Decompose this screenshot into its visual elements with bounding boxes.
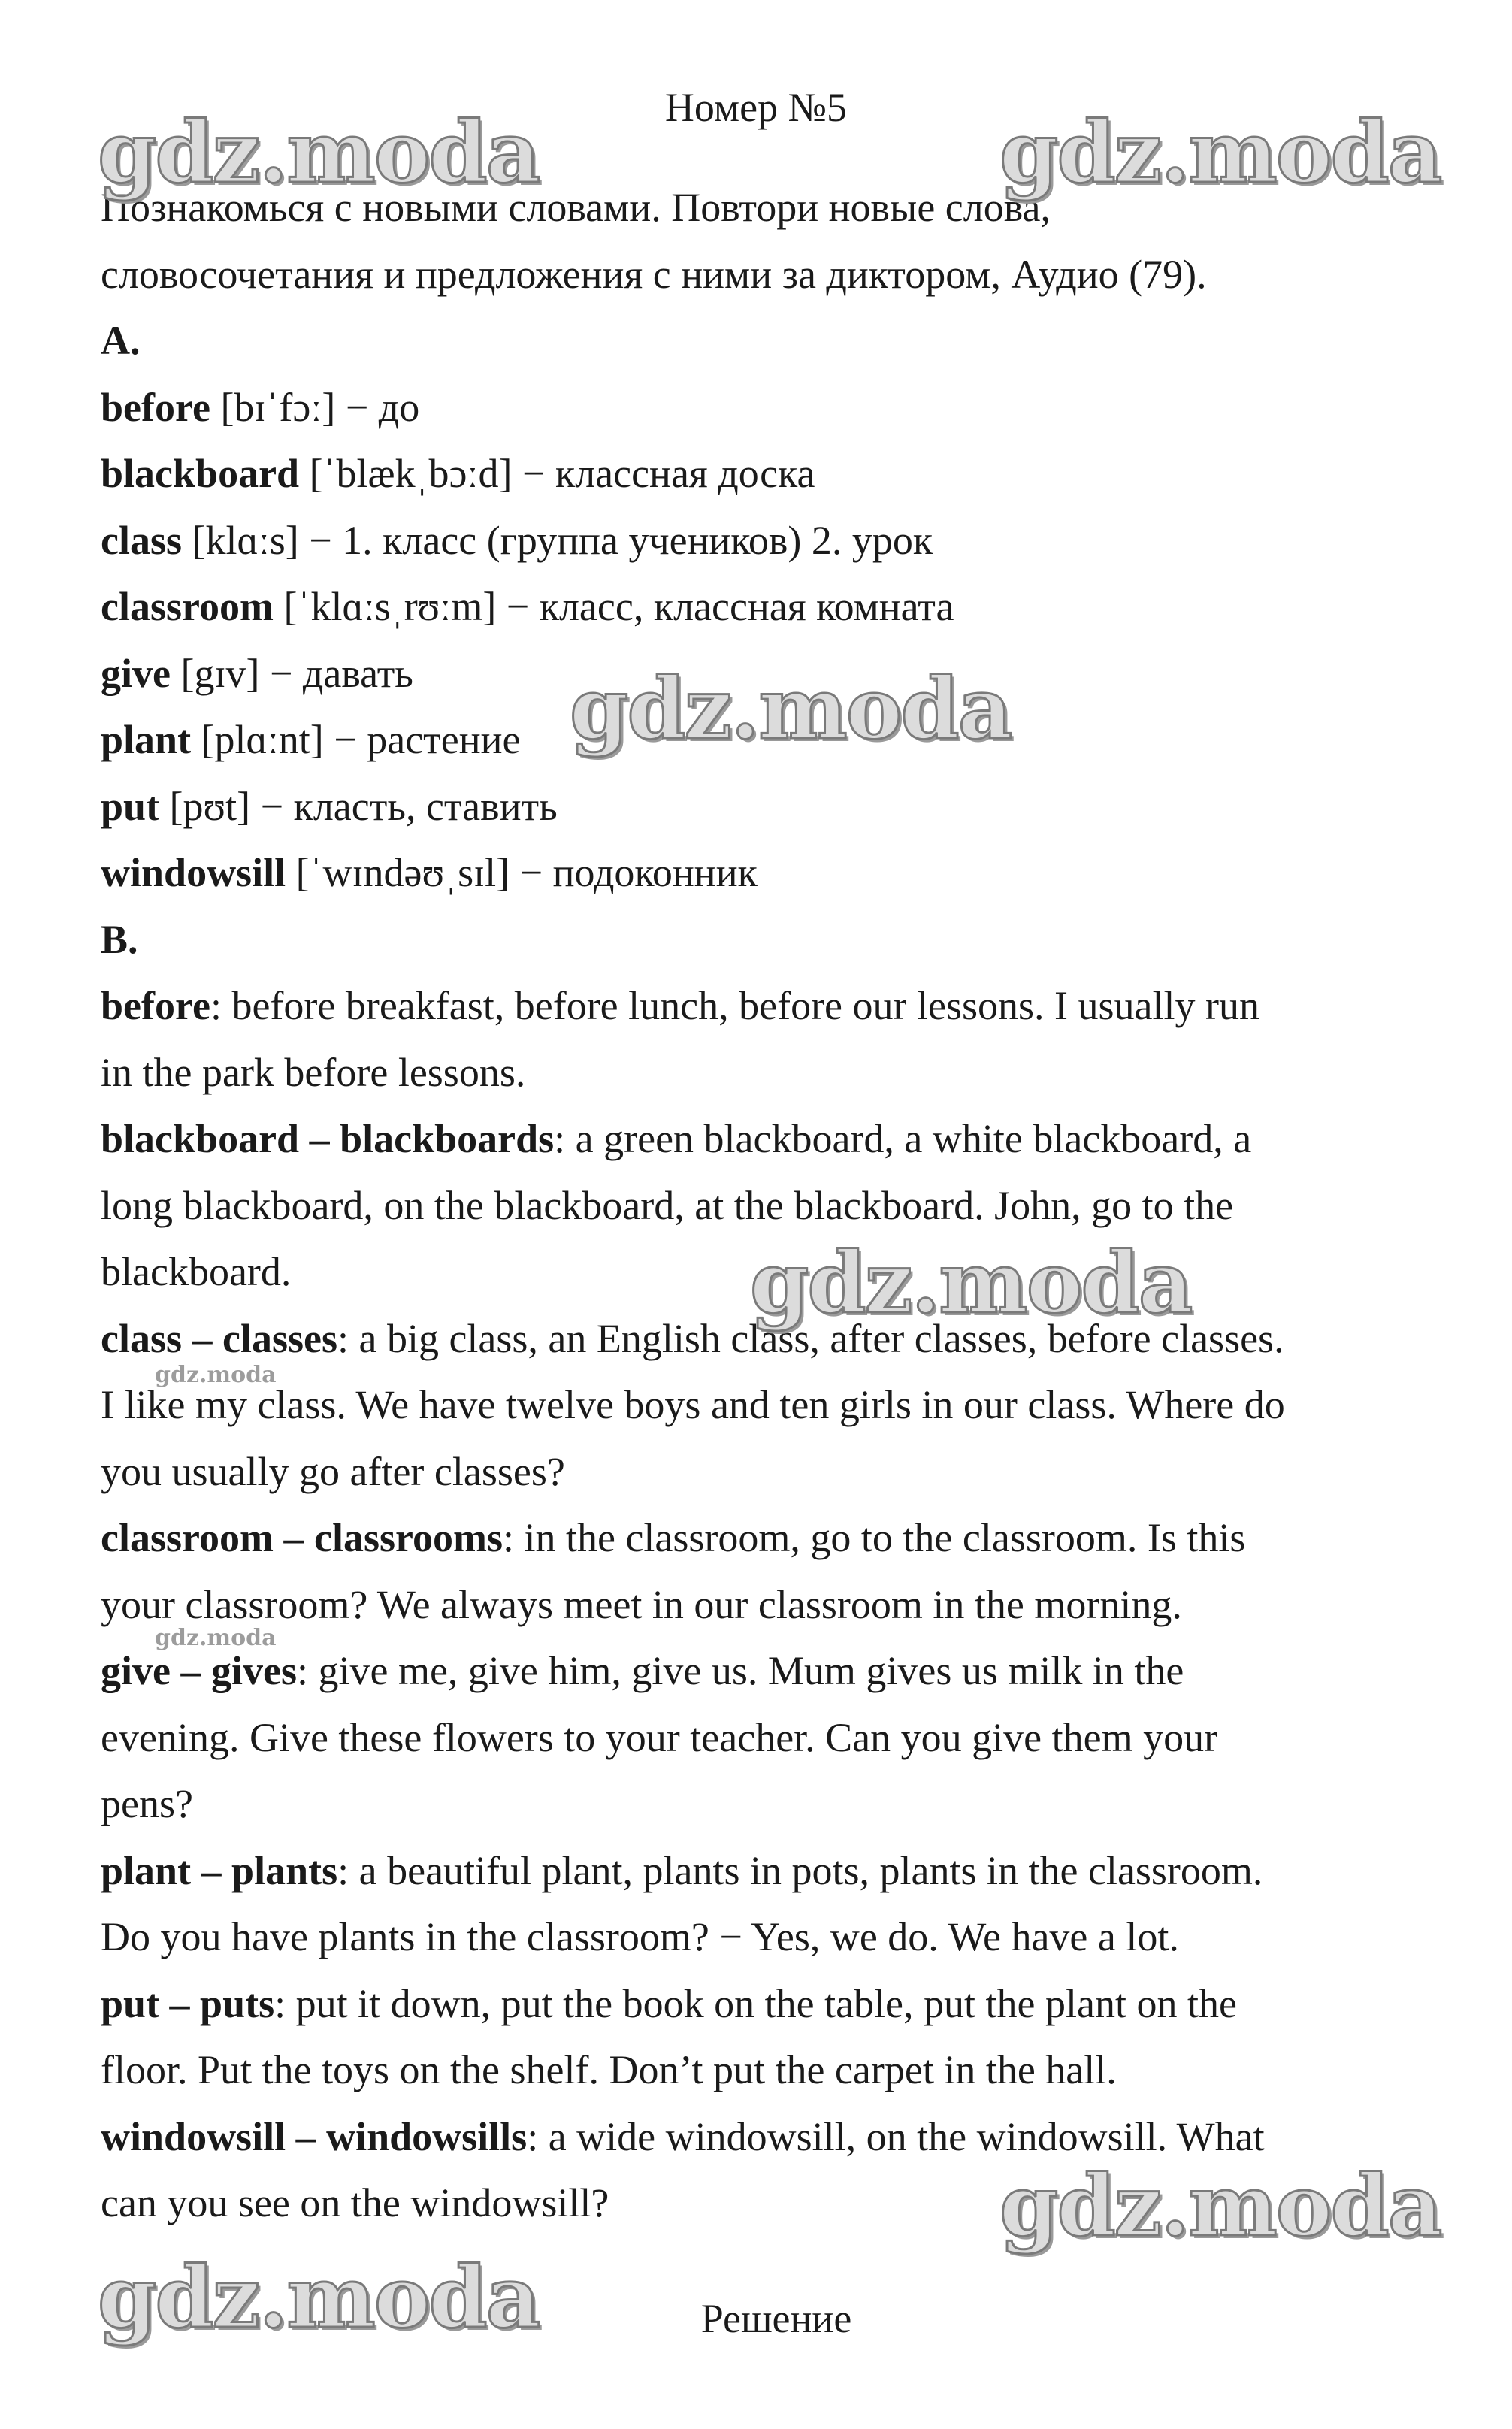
example-line: give – gives: give me, give him, give us. Mum gives us milk in the bbox=[101, 1648, 1184, 1693]
solution-label: Решение bbox=[700, 2296, 852, 2341]
vocab-entry bbox=[101, 839, 1453, 906]
vocab-entry bbox=[101, 773, 1453, 840]
watermark-logo: gdz.moda bbox=[98, 2249, 540, 2347]
watermark-logo-small: gdz.moda bbox=[155, 1362, 277, 1388]
example-line: can you see on the windowsill? bbox=[101, 2180, 609, 2225]
example-line: your classroom? We always meet in our classroom in the morning. bbox=[101, 1581, 1182, 1627]
watermark-logo: gdz.moda bbox=[999, 104, 1441, 202]
section-b-label: B. bbox=[101, 916, 138, 962]
vocab-entry bbox=[101, 374, 1453, 441]
example-line: before: before breakfast, before lunch, before our lessons. I usually run bbox=[101, 983, 1259, 1028]
vocab-word: blackboard bbox=[101, 451, 300, 496]
vocab-entry bbox=[101, 573, 1453, 640]
watermark-logo: gdz.moda bbox=[750, 1234, 1192, 1332]
vocab-definition: [plɑːnt] − растение bbox=[191, 717, 521, 762]
vocab-entry bbox=[101, 640, 1453, 707]
vocab-definition: [ˈblækˌbɔːd] − классная доска bbox=[299, 451, 815, 496]
example-line: class – classes: a big class, an English class, after classes, before classes. bbox=[101, 1315, 1284, 1361]
example-line: in the park before lessons. bbox=[101, 1049, 526, 1095]
example-line: you usually go after classes? bbox=[101, 1448, 565, 1494]
vocab-definition: [pʊt] − класть, ставить bbox=[159, 783, 558, 829]
vocab-definition: [bɪˈfɔː] − до bbox=[210, 384, 420, 430]
vocab-word: plant bbox=[101, 717, 192, 762]
example-line: blackboard – blackboards: a green blackboard, a white blackboard, a bbox=[101, 1116, 1252, 1161]
vocab-word: classroom bbox=[101, 584, 274, 629]
example-line: floor. Put the toys on the shelf. Don’t put the carpet in the hall. bbox=[101, 2047, 1117, 2092]
vocab-word: put bbox=[101, 783, 160, 829]
vocab-definition: [gɪv] − давать bbox=[170, 650, 413, 696]
watermark-logo: gdz.moda bbox=[98, 104, 540, 202]
example-line: put – puts: put it down, put the book on the table, put the plant on the bbox=[101, 1980, 1237, 2026]
vocab-definition: [ˈklɑːsˌrʊːm] − класс, классная комната bbox=[273, 584, 954, 629]
example-line: long blackboard, on the blackboard, at the blackboard. John, go to the bbox=[101, 1182, 1234, 1228]
watermark-logo-small: gdz.moda bbox=[155, 1625, 277, 1651]
watermark-logo: gdz.moda bbox=[570, 660, 1012, 758]
page-title: Номер №5 bbox=[664, 85, 848, 130]
example-line: classroom – classrooms: in the classroom, go to the classroom. Is this bbox=[101, 1515, 1246, 1560]
vocab-word: give bbox=[101, 650, 171, 696]
vocab-word: class bbox=[101, 517, 182, 563]
vocab-word: windowsill bbox=[101, 850, 286, 895]
instruction-line: Познакомься с новыми словами. Повтори новые слова, bbox=[101, 185, 1051, 230]
example-line: Do you have plants in the classroom? − Yes, we do. We have a lot. bbox=[101, 1914, 1179, 1959]
example-line: evening. Give these flowers to your teacher. Can you give them your bbox=[101, 1714, 1218, 1760]
vocab-entry bbox=[101, 440, 1453, 507]
example-line: I like my class. We have twelve boys and ten girls in our class. Where do bbox=[101, 1382, 1285, 1427]
section-a-label: A. bbox=[101, 318, 141, 363]
vocab-entry bbox=[101, 706, 1453, 773]
vocab-definition: [ˈwɪndəʊˌsɪl] − подоконник bbox=[286, 850, 758, 895]
example-line: pens? bbox=[101, 1781, 193, 1826]
example-line: windowsill – windowsills: a wide windowsill, on the windowsill. What bbox=[101, 2113, 1265, 2159]
example-line: plant – plants: a beautiful plant, plants in pots, plants in the classroom. bbox=[101, 1847, 1263, 1893]
vocab-definition: [klɑːs] − 1. класс (группа учеников) 2. урок bbox=[182, 517, 933, 563]
vocab-word: before bbox=[101, 384, 210, 430]
watermark-logo: gdz.moda bbox=[999, 2157, 1441, 2255]
vocab-entry bbox=[101, 507, 1453, 574]
example-line: blackboard. bbox=[101, 1249, 292, 1294]
document-body bbox=[101, 174, 1453, 2237]
instruction-line: словосочетания и предложения с ними за диктором, Аудио (79). bbox=[101, 251, 1207, 297]
